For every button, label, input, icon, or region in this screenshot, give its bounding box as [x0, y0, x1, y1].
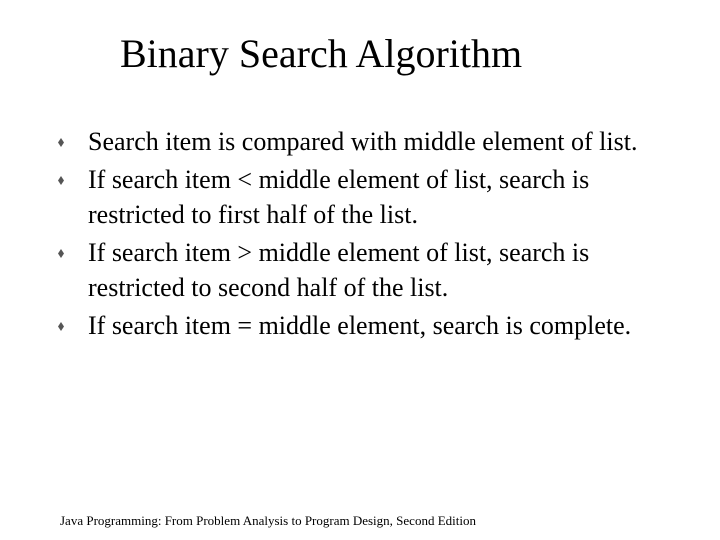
bullet-text: If search item > middle element of list, search is restricted to second half of the list. — [88, 238, 590, 302]
bullet-text: Search item is compared with middle element of list. — [88, 127, 638, 156]
bullet-item — [58, 235, 658, 305]
bullet-text: If search item < middle element of list, search is restricted to first half of the list. — [88, 165, 590, 229]
bullet-item — [58, 308, 658, 343]
slide-title: Binary Search Algorithm — [120, 31, 523, 76]
bullet-item — [58, 124, 658, 159]
slide-footer: Java Programming: From Problem Analysis to Program Design, Second Edition — [60, 513, 476, 528]
diamond-bullet-icon — [58, 138, 64, 147]
diamond-bullet-icon — [58, 249, 64, 258]
diamond-bullet-icon — [58, 176, 64, 185]
bullet-list — [58, 124, 658, 346]
bullet-item — [58, 162, 658, 232]
bullet-text: If search item = middle element, search is complete. — [88, 311, 632, 340]
diamond-bullet-icon — [58, 322, 64, 331]
